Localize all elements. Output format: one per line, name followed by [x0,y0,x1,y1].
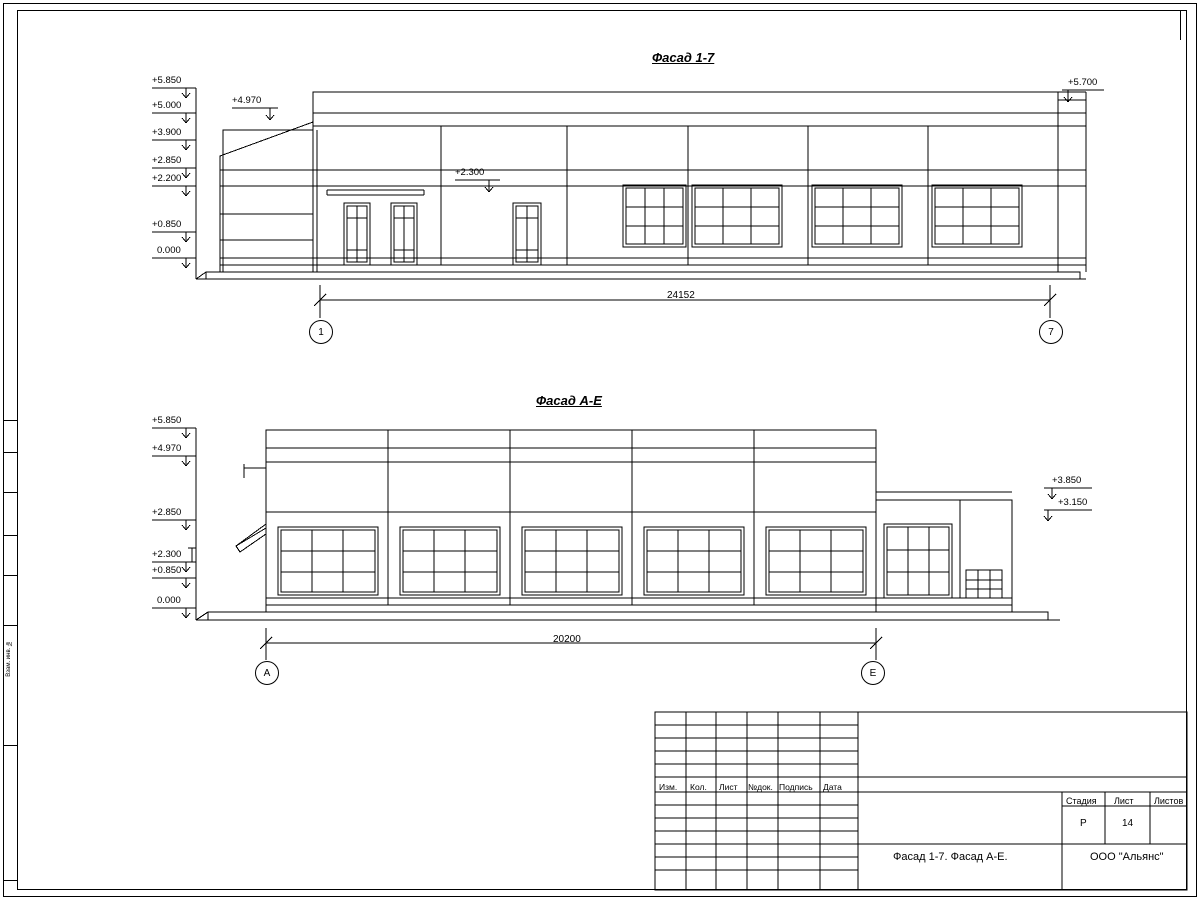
facade-a-e-title: Фасад А-Е [536,393,602,408]
level-mark: 0.000 [157,245,181,256]
axis-marker-1: 1 [309,320,333,344]
rev-header-data: Дата [823,782,842,792]
level-mark: +5.000 [152,100,182,111]
axis-marker-7: 7 [1039,320,1063,344]
sheet-header: Лист [1114,796,1134,806]
level-mark: +5.850 [152,415,182,426]
level-mark: +5.850 [152,75,182,86]
sheets-total-header: Листов [1154,796,1184,806]
level-mark-door: +2.300 [455,167,485,178]
facade-1-7-title: Фасад 1-7 [652,50,715,65]
level-mark-right: +5.700 [1068,77,1098,88]
axis-marker-e: Е [861,661,885,685]
level-mark: +2.300 [152,549,182,560]
stage-header: Стадия [1066,796,1097,806]
level-mark: 0.000 [157,595,181,606]
level-mark: +2.850 [152,507,182,518]
organization-name: ООО "Альянс" [1090,851,1164,863]
level-mark-right: +3.150 [1058,497,1088,508]
level-mark: +2.850 [152,155,182,166]
sheet-value: 14 [1122,818,1134,829]
rev-header-podpis: Подпись [779,782,813,792]
rev-header-ndoc: №док. [748,782,773,792]
rev-header-izm: Изм. [659,782,678,792]
level-mark-right: +3.850 [1052,475,1082,486]
level-mark-canopy: +4.970 [232,95,262,106]
overall-dimension: 24152 [667,290,695,301]
level-mark: +2.200 [152,173,182,184]
stage-value: Р [1080,818,1087,829]
rev-header-list: Лист [719,782,738,792]
sheet-name: Фасад 1-7. Фасад А-Е. [893,851,1008,863]
level-mark: +3.900 [152,127,182,138]
side-stamp-label: Взам. инв. № [6,640,12,677]
overall-dimension: 20200 [553,634,581,645]
level-mark: +4.970 [152,443,182,454]
level-mark: +0.850 [152,219,182,230]
level-mark: +0.850 [152,565,182,576]
axis-marker-a: А [255,661,279,685]
rev-header-kol: Кол. [690,782,707,792]
